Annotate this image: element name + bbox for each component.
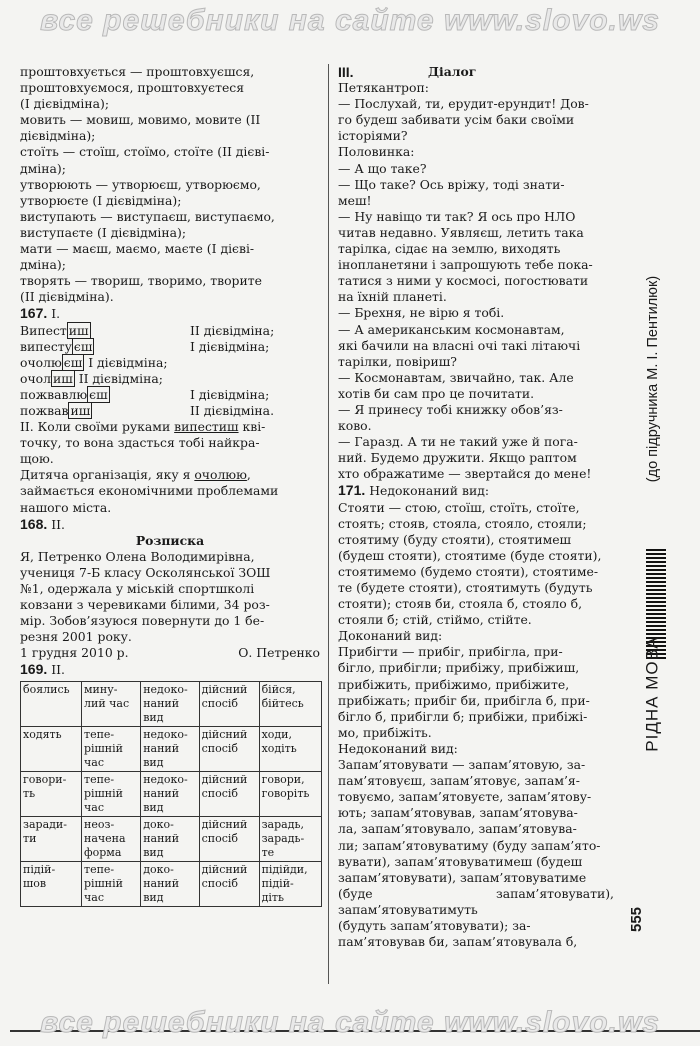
exercise-169	[20, 661, 320, 906]
receipt-title: Розписка	[135, 532, 205, 548]
table-cell: неоз- начена форма	[82, 816, 141, 861]
exercise-167	[20, 305, 320, 515]
sentence-text: ,	[246, 467, 251, 483]
conjugation-label: I дієвідміна;	[84, 354, 168, 370]
verb-ending: иш	[52, 370, 73, 386]
dialog-title: Діалог	[428, 64, 477, 79]
text-line: (II дієвідміна).	[20, 289, 114, 305]
header-watermark: все решебники на сайте www.slovo.ws	[40, 4, 660, 37]
text-line: Недоконаний вид:	[338, 740, 458, 756]
table-cell: недоко- наний вид	[141, 771, 199, 816]
text-line: читав недавно. Уявляєш, летить така	[338, 224, 584, 240]
right-column	[338, 64, 614, 950]
sentence-text: кві-	[238, 419, 266, 435]
text-line: — А що таке?	[338, 160, 427, 176]
text-line: які бачили на власні очі такі літаючі	[338, 337, 581, 353]
text-line: Прибігти — прибіг, прибігла, при-	[338, 644, 563, 660]
text-line: те (будете стояти), стоятимуть (будуть	[338, 580, 593, 595]
text-line: утворюєте (I дієвідміна);	[20, 192, 182, 208]
table-cell: боялись	[21, 681, 82, 726]
conjugation-list	[20, 323, 320, 420]
column-divider	[328, 64, 329, 984]
text-line: — Брехня, не вірю я тобі.	[338, 305, 505, 321]
text-line: хотів би сам про це почитати.	[338, 385, 535, 401]
left-column	[20, 64, 320, 907]
text-line: прибіжать; прибіг би, прибігла б, при-	[338, 692, 590, 708]
table-cell: тепе- рішній час	[82, 771, 141, 816]
text-line: ють; запам’ятовував, запам’ятовува-	[338, 805, 578, 821]
text-line: нашого міста.	[20, 499, 112, 515]
verbs-table	[20, 681, 322, 907]
text-line: Петякантроп:	[338, 80, 429, 96]
conjugation-label: I дієвідміна;	[190, 338, 270, 354]
dialog-text	[338, 80, 614, 482]
text-line: пам’ятовуєш, запам’ятовує, запам’я-	[338, 773, 580, 789]
text-line: резня 2001 року.	[20, 629, 132, 645]
verb-stem: очол	[20, 370, 51, 386]
receipt-signature: О. Петренко	[238, 645, 320, 661]
exercise-part: II.	[47, 516, 65, 532]
table-row	[21, 861, 322, 906]
verb-ending: єш	[89, 386, 108, 402]
text-line: Доконаний вид:	[338, 628, 443, 644]
text-line: стояли б; стій, стіймо, стійте.	[338, 612, 532, 628]
text-line: дієвідміна);	[20, 128, 96, 144]
table-cell: зарадь, зарадь- те	[259, 816, 321, 861]
text-line: тарілки, повіриш?	[338, 353, 457, 369]
table-row	[21, 726, 322, 771]
table-cell: недоко- наний вид	[141, 681, 199, 726]
text-line: ний. Будемо дружити. Якщо раптом	[338, 450, 577, 466]
text-line: — Космонавтам, звичайно, так. Але	[338, 369, 574, 385]
receipt-date: 1 грудня 2010 р.	[20, 645, 129, 661]
text-line: го будеш забивати усім баки своїми	[338, 112, 575, 128]
table-row	[21, 681, 322, 726]
verb-ending: єш	[63, 354, 83, 370]
page-sidebar	[618, 64, 700, 984]
table-cell: дійсний спосіб	[199, 816, 259, 861]
text-line: — Послухай, ти, ерудит-ерундит! Дов-	[338, 96, 589, 112]
text-line: займається економічними проблемами	[20, 483, 279, 499]
conjugation-row	[20, 339, 320, 355]
text-line: ковзани з черевиками білими, 34 роз-	[20, 597, 270, 613]
conjugation-label: II дієвідміна;	[190, 322, 275, 338]
text-line: проштовхується — проштовхуєшся,	[20, 64, 255, 79]
text-line: історіями?	[338, 128, 408, 144]
table-cell: недоко- наний вид	[141, 726, 199, 771]
text-line: інопланетяни і запрошують тебе пока-	[338, 257, 593, 273]
text-line: Запам’ятовувати — запам’ятовую, за-	[338, 757, 586, 773]
receipt-body	[20, 549, 320, 646]
underlined-word: випестиш	[174, 419, 239, 435]
text-line: мовить — мовиш, мовимо, мовите (II	[20, 112, 261, 128]
text-line: татися з ними у космосі, погостювати	[338, 273, 589, 289]
text-line: стоїть — стоїш, стоїмо, стоїте (II дієві-	[20, 144, 270, 160]
verb-stem: Випест	[20, 322, 67, 338]
conjugation-text	[338, 500, 614, 951]
left-text-block	[20, 64, 320, 305]
table-cell: ходять	[21, 726, 82, 771]
exercise-part: II.	[47, 662, 65, 678]
conjugation-row	[20, 403, 320, 419]
table-cell: підій- шов	[21, 861, 82, 906]
verb-stem: пожвав	[20, 402, 69, 418]
text-line: бігло, прибігли; прибіжу, прибіжиш,	[338, 660, 580, 676]
text-line: — Ну навіщо ти так? Я ось про НЛО	[338, 208, 576, 224]
exercise-number: III.	[338, 64, 354, 80]
text-line: стоятиму (буду стояти), стоятимеш	[338, 531, 572, 547]
verb-stem: пожвавлю	[20, 386, 88, 402]
text-line: дміна);	[20, 257, 66, 273]
subject-title: РІДНА МОВА	[643, 636, 663, 752]
text-line: на їхній планеті.	[338, 289, 447, 305]
conjugation-row	[20, 355, 320, 371]
table-cell: дійсний спосіб	[199, 681, 259, 726]
text-line: (будуть запам’ятовувати); за-	[338, 917, 531, 933]
table-cell: тепе- рішній час	[82, 726, 141, 771]
text-line: ла, запам’ятовувало, запам’ятовува-	[338, 821, 577, 837]
text-line: пам’ятовував би, запам’ятовувала б,	[338, 934, 578, 950]
page-number: 555	[628, 906, 646, 932]
text-line: ли; запам’ятовуватиму (буду запам’ято-	[338, 837, 601, 853]
table-cell: говори- ть	[21, 771, 82, 816]
table-cell: мину- лий час	[82, 681, 141, 726]
text-line: утворюють — утворюєш, утворюємо,	[20, 176, 261, 192]
table-cell: заради- ти	[21, 816, 82, 861]
verb-stem: очолю	[20, 354, 62, 370]
text-line: прибіжить, прибіжимо, прибіжите,	[338, 676, 570, 692]
text-line: Я, Петренко Олена Володимирівна,	[20, 548, 255, 564]
text-line: стояти); стояв би, стояла б, стояло б,	[338, 596, 583, 612]
exercise-number: 169.	[20, 661, 48, 678]
text-line: — Що таке? Ось вріжу, тоді знати-	[338, 176, 565, 192]
text-line: проштовхуємося, проштовхуєтеся	[20, 80, 245, 96]
text-line: — Гаразд. А ти не такий уже й пога-	[338, 434, 578, 450]
table-cell: бійся, бійтесь	[259, 681, 321, 726]
text-line: мо, прибіжіть.	[338, 724, 432, 740]
conjugation-label: II дієвідміна.	[190, 402, 275, 418]
text-line: мір. Зобов’язуюся повернути до 1 бе-	[20, 613, 265, 629]
text-line: дміна);	[20, 160, 66, 176]
table-cell: доко- наний вид	[141, 816, 199, 861]
table-cell: тепе- рішній час	[82, 861, 141, 906]
aspect-heading: Недоконаний вид:	[365, 483, 490, 499]
text-line: тарілка, сідає на землю, виходять	[338, 241, 561, 257]
text-line: хто ображатиме — звертайся до мене!	[338, 466, 592, 482]
conjugation-row	[20, 323, 320, 339]
conjugation-label: I дієвідміна;	[190, 386, 270, 402]
text-line: товуємо, запам’ятовуєте, запам’ятову-	[338, 789, 592, 805]
table-cell: дійсний спосіб	[199, 726, 259, 771]
text-line: учениця 7-Б класу Осколянської ЗОШ	[20, 564, 271, 580]
text-line: вувати), запам’ятовуватимеш (будеш	[338, 853, 583, 869]
conjugation-row	[20, 371, 320, 387]
text-line: — А американським космонавтам,	[338, 321, 565, 337]
sentence-text: Дитяча організація, яку я	[20, 467, 195, 483]
textbook-subtitle: (до підручника М. І. Пентилюк)	[645, 275, 662, 483]
exercise-number: 168.	[20, 515, 48, 532]
text-line: меш!	[338, 192, 372, 208]
sentence-text: II. Коли своїми руками	[20, 419, 175, 435]
text-line: виступають — виступаєш, виступаємо,	[20, 208, 275, 224]
table-cell: ходи, ходіть	[259, 726, 321, 771]
exercise-number: 171.	[338, 482, 366, 499]
underlined-word: очолюю	[194, 467, 247, 483]
text-line: стоять; стояв, стояла, стояло, стояли;	[338, 515, 587, 531]
verb-ending: иш	[70, 402, 91, 418]
text-line: (I дієвідміна);	[20, 96, 110, 112]
text-line: Стояти — стою, стоїш, стоїть, стоїте,	[338, 499, 580, 515]
table-cell: доко- наний вид	[141, 861, 199, 906]
text-line: стоятимемо (будемо стояти), стоятиме-	[338, 563, 599, 579]
text-line: запам’ятовувати), запам’ятовуватиме	[338, 869, 587, 885]
text-line: ково.	[338, 418, 372, 434]
text-line: (буде запам’ятовувати), запам’ятовуватимуть	[338, 885, 614, 917]
text-line: №1, одержала у міській спортшколі	[20, 581, 255, 596]
table-cell: підійди, підій- діть	[259, 861, 321, 906]
verb-ending: иш	[68, 322, 89, 338]
text-line: бігло б, прибігли б; прибіжи, прибіжі-	[338, 708, 588, 724]
conjugation-label: II дієвідміна;	[74, 370, 163, 386]
text-line: мати — маєш, маємо, маєте (I дієві-	[20, 241, 255, 257]
text-line: творять — твориш, творимо, творите	[20, 273, 262, 289]
table-row	[21, 816, 322, 861]
text-line: точку, то вона здасться тобі найкра-	[20, 435, 260, 451]
text-line: — Я принесу тобі книжку обов’яз-	[338, 401, 563, 417]
conjugation-row	[20, 387, 320, 403]
verb-ending: єш	[73, 338, 93, 354]
footer-watermark: все решебники на сайте www.slovo.ws	[40, 1006, 660, 1039]
exercise-number: 167.	[20, 305, 48, 322]
table-cell: дійсний спосіб	[199, 771, 259, 816]
text-line: виступаєте (I дієвідміна);	[20, 224, 187, 240]
exercise-part: I.	[47, 306, 61, 322]
text-line: Половинка:	[338, 144, 415, 160]
text-line: щою.	[20, 451, 54, 467]
exercise-168	[20, 516, 320, 662]
text-line: (будеш стояти), стоятиме (буде стояти),	[338, 547, 602, 563]
table-cell: говори, говоріть	[259, 771, 321, 816]
verb-stem: випесту	[20, 338, 72, 354]
table-cell: дійсний спосіб	[199, 861, 259, 906]
table-row	[21, 771, 322, 816]
